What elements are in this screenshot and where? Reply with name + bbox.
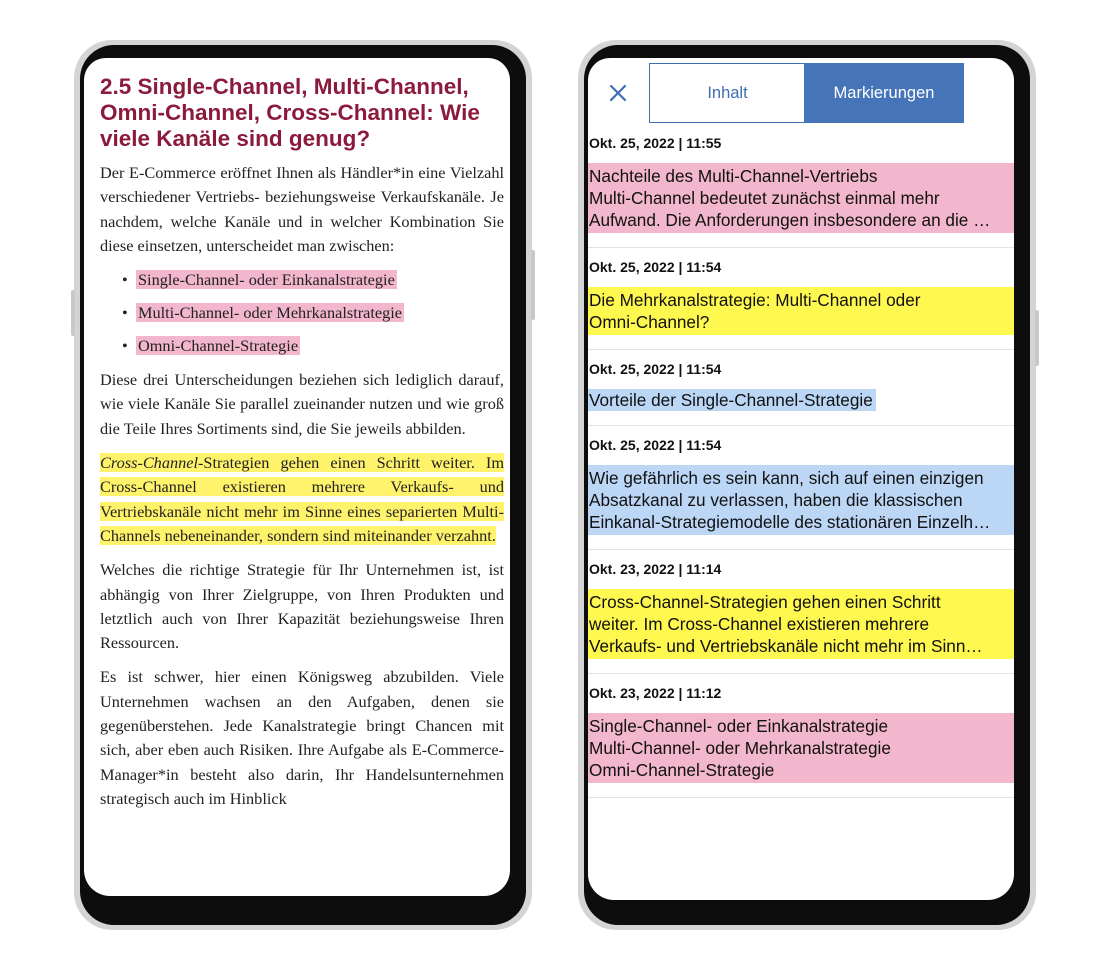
marking-line: Single-Channel- oder Einkanalstrategie (589, 716, 889, 736)
marking-item[interactable] (588, 350, 1014, 426)
marking-line: Omni-Channel-Strategie (589, 760, 775, 780)
phone-side-button (71, 290, 75, 336)
highlighted-italic-term[interactable]: Cross-Channel (100, 453, 198, 473)
marking-text[interactable] (588, 465, 1014, 535)
marking-text[interactable] (588, 163, 1014, 233)
highlighted-text[interactable]: Omni-Channel-Strategie (138, 336, 299, 356)
marking-item[interactable] (588, 674, 1014, 798)
marking-date: Okt. 23, 2022 | 11:12 (589, 685, 722, 701)
highlighted-text[interactable]: Multi-Channel- oder Mehrkanalstrategie (138, 303, 403, 323)
phone-side-button (1035, 310, 1039, 366)
bullet-dot: • (122, 303, 128, 323)
marking-date: Okt. 23, 2022 | 11:14 (589, 561, 722, 577)
bullet-list (122, 268, 504, 358)
marking-line: Vorteile der Single-Channel-Strategie (588, 389, 876, 411)
close-icon (608, 83, 628, 103)
highlighted-text[interactable]: Single-Channel- oder Einkanalstrategie (138, 270, 395, 290)
marking-line: weiter. Im Cross-Channel existieren mehrere (589, 614, 930, 634)
marking-line: Die Mehrkanalstrategie: Multi-Channel oder (589, 290, 921, 310)
marking-line: Verkaufs- und Vertriebskanäle nicht mehr im Sinn… (589, 636, 983, 656)
highlighted-paragraph[interactable] (100, 451, 504, 548)
marking-line: Absatzkanal zu verlassen, haben die klassischen (589, 490, 963, 510)
marking-text[interactable] (588, 287, 1014, 335)
marking-line: Cross-Channel-Strategien gehen einen Schritt (589, 592, 941, 612)
marking-line: Nachteile des Multi-Channel-Vertriebs (589, 166, 878, 186)
close-button[interactable] (588, 63, 648, 123)
marking-text[interactable] (588, 713, 1014, 783)
marking-item[interactable] (588, 550, 1014, 674)
marking-text[interactable] (588, 389, 1014, 411)
bullet-item[interactable] (122, 301, 504, 325)
marking-item[interactable] (588, 426, 1014, 550)
paragraph: Der E-Commerce eröffnet Ihnen als Händler*in eine Vielzahl verschiedener Vertriebs- beziehungsweise Verkaufskanäle. Je nachdem, welche Kanäle und in welcher Kombination Sie diese einsetzen, unterscheidet man zwischen: (100, 163, 504, 255)
bullet-item[interactable] (122, 334, 504, 358)
marking-item[interactable] (588, 248, 1014, 350)
paragraph: Es ist schwer, hier einen Königsweg abzubilden. Viele Unternehmen wachsen an den Aufgaben, denen sie gegenüberstehen. Jede Kanalstrategie bringt Chancen mit sich, aber eben auch Risiken. Ihre Aufgabe als E-Commerce-Manager*in besteht also darin, Ihr Handelsunternehmen strategisch auch im Hinblick (100, 667, 504, 808)
chapter-title: 2.5 Single-Channel, Multi-Channel, Omni-Channel, Cross-Channel: Wie viele Kanäle sind genug? (100, 74, 480, 151)
marking-line: Omni-Channel? (589, 312, 710, 332)
markings-phone (578, 40, 1036, 930)
marking-text[interactable] (588, 589, 1014, 659)
highlighted-text[interactable]: -Strategien gehen einen Schritt weiter. Im Cross-Channel existieren mehrere Verkaufs- und Vertriebskanäle nicht mehr im Sinne eines separierten Multi-Channels nebeneinander, sondern sind miteinander verzahnt. (100, 453, 504, 545)
reader-screen[interactable] (84, 58, 510, 896)
tab-markings[interactable]: Markierungen (804, 63, 964, 123)
paragraph: Welches die richtige Strategie für Ihr Unternehmen ist, ist abhängig von Ihrer Zielgruppe, von Ihren Produkten und letztlich auch von Ihrer Kapazität beziehungsweise Ihren Ressourcen. (100, 560, 504, 653)
reader-content[interactable] (100, 74, 504, 821)
tab-bar (588, 63, 1014, 123)
bullet-dot: • (122, 336, 128, 356)
phone-side-button (531, 250, 535, 320)
marking-date: Okt. 25, 2022 | 11:54 (589, 437, 722, 453)
marking-date: Okt. 25, 2022 | 11:54 (589, 259, 722, 275)
marking-date: Okt. 25, 2022 | 11:54 (589, 361, 722, 377)
markings-list (588, 124, 1014, 798)
marking-line: Aufwand. Die Anforderungen insbesondere an die … (589, 210, 991, 230)
markings-screen[interactable] (588, 58, 1014, 900)
paragraph: Diese drei Unterscheidungen beziehen sich lediglich darauf, wie viele Kanäle Sie parallel zueinander nutzen und wie groß die Teile Ihres Sortiments sind, die Sie jeweils abbilden. (100, 370, 504, 438)
marking-line: Multi-Channel- oder Mehrkanalstrategie (589, 738, 891, 758)
marking-item[interactable] (588, 124, 1014, 248)
marking-line: Multi-Channel bedeutet zunächst einmal mehr (589, 188, 940, 208)
bullet-dot: • (122, 270, 128, 290)
marking-line: Wie gefährlich es sein kann, sich auf einen einzigen (589, 468, 984, 488)
marking-line: Einkanal-Strategiemodelle des stationären Einzelh… (589, 512, 991, 532)
tab-contents[interactable]: Inhalt (649, 63, 806, 123)
bullet-item[interactable] (122, 268, 504, 292)
marking-date: Okt. 25, 2022 | 11:55 (589, 135, 722, 151)
reader-phone (74, 40, 532, 930)
